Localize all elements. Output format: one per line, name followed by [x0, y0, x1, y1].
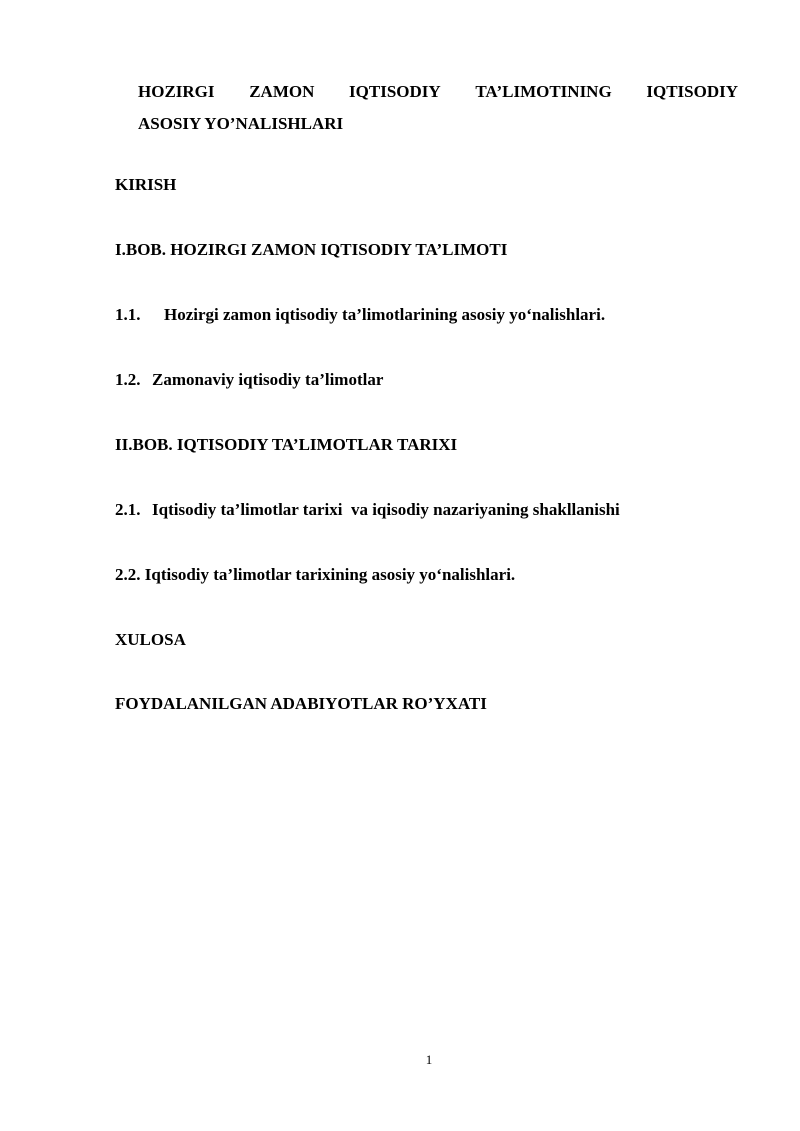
- section-title: Hozirgi zamon iqtisodiy ta’limotlarining asosiy yo‘nalishlari.: [164, 305, 606, 324]
- toc-section-2-1: [115, 499, 620, 521]
- section-title: Iqtisodiy ta’limotlar tarixi va iqisodiy nazariyaning shakllanishi: [152, 500, 620, 519]
- title-word: TA’LIMOTINING: [475, 82, 612, 101]
- title-word: IQTISODIY: [646, 82, 738, 101]
- section-number: 1.2.: [115, 370, 141, 389]
- title-word: HOZIRGI: [138, 82, 215, 101]
- section-number: 2.1.: [115, 500, 141, 519]
- title-word: ZAMON: [249, 82, 315, 101]
- document-title: [138, 76, 738, 140]
- toc-conclusion: XULOSA: [115, 630, 186, 649]
- section-title: Zamonaviy iqtisodiy ta’limotlar: [152, 370, 384, 389]
- toc-intro: KIRISH: [115, 175, 177, 194]
- page-number: 1: [425, 1052, 433, 1067]
- toc-section-2-2: 2.2. Iqtisodiy ta’limotlar tarixining asosiy yo‘nalishlari.: [115, 565, 516, 584]
- toc-section-1-2: [115, 369, 383, 391]
- title-line-2: ASOSIY YO’NALISHLARI: [138, 114, 344, 133]
- toc-chapter-1: I.BOB. HOZIRGI ZAMON IQTISODIY TA’LIMOTI: [115, 240, 508, 259]
- section-number: 1.1.: [115, 305, 141, 324]
- toc-references: FOYDALANILGAN ADABIYOTLAR RO’YXATI: [115, 694, 487, 713]
- title-line-1: [138, 76, 738, 108]
- toc-section-1-1: [115, 304, 605, 326]
- toc-chapter-2: II.BOB. IQTISODIY TA’LIMOTLAR TARIXI: [115, 435, 458, 454]
- title-word: IQTISODIY: [349, 82, 441, 101]
